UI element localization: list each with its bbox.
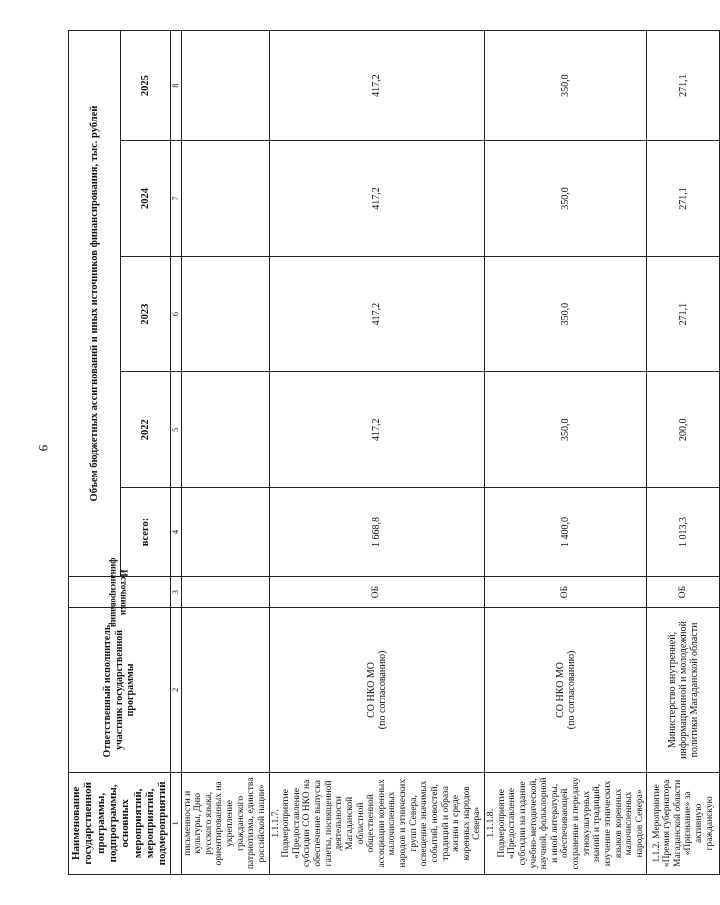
column-number: 3 bbox=[170, 577, 181, 608]
header-responsible: Ответственный исполнитель, участник государственной программы bbox=[69, 608, 171, 773]
row-2022: 417,2 bbox=[269, 372, 485, 488]
header-total: всего: bbox=[121, 488, 170, 577]
responsible-org: СО НКО МО bbox=[554, 661, 566, 718]
table-row bbox=[269, 31, 485, 875]
header-year-2022: 2022 bbox=[121, 372, 170, 488]
row-source: ОБ bbox=[485, 577, 647, 608]
row-source: ОБ bbox=[647, 577, 720, 608]
row-name: письменности и культуры, Дню русского языка, ориентированных на укрепление гражданского патриотизма, единства российской нации» bbox=[181, 772, 269, 874]
row-responsible bbox=[647, 608, 720, 773]
row-total: 1 013,3 bbox=[647, 488, 720, 577]
column-numbers-row bbox=[170, 31, 181, 875]
financing-table bbox=[68, 30, 720, 875]
header-year-2025: 2025 bbox=[121, 31, 170, 141]
row-2024: 417,2 bbox=[269, 141, 485, 257]
row-total: 1 668,8 bbox=[269, 488, 485, 577]
header-source-cell bbox=[69, 557, 171, 627]
row-name: 1.1.1.8. Подмероприятие «Предоставление субсидии на издание учебно-методической, научной, фольклорной и иной литературы, обеспечивающей сохранение и передачу этнокультурных знаний и традиций, изучение этнических языков коренных малочисленных народов Севера» bbox=[485, 772, 647, 874]
row-2025 bbox=[181, 31, 269, 141]
row-2024 bbox=[181, 141, 269, 257]
column-number: 1 bbox=[170, 772, 181, 874]
row-responsible bbox=[181, 608, 269, 773]
row-total bbox=[181, 488, 269, 577]
row-2025: 271,1 bbox=[647, 31, 720, 141]
row-responsible bbox=[485, 608, 647, 773]
row-2025: 350,0 bbox=[485, 31, 647, 141]
header-name: Наименование государственной программы, подпрограммы, основных мероприятий, мероприятий, подмероприятий bbox=[69, 772, 171, 874]
responsible-org: Министерство внутренней, информационной и молодежной политики Магаданской области bbox=[666, 620, 700, 759]
header-volume: Объем бюджетных ассигнований и иных источников финансирования, тыс. рублей bbox=[69, 31, 121, 577]
row-responsible bbox=[269, 608, 485, 773]
row-2023: 271,1 bbox=[647, 256, 720, 372]
column-number: 4 bbox=[170, 488, 181, 577]
column-number: 6 bbox=[170, 256, 181, 372]
page-number: 6 bbox=[35, 444, 51, 452]
row-2023: 417,2 bbox=[269, 256, 485, 372]
column-number: 7 bbox=[170, 141, 181, 257]
row-2024: 350,0 bbox=[485, 141, 647, 257]
row-2023 bbox=[181, 256, 269, 372]
table-row bbox=[181, 31, 269, 875]
table-row bbox=[647, 31, 720, 875]
column-number: 8 bbox=[170, 31, 181, 141]
row-2025: 417,2 bbox=[269, 31, 485, 141]
header-year-2024: 2024 bbox=[121, 141, 170, 257]
rotated-table-container bbox=[68, 30, 715, 875]
row-total: 1 400,0 bbox=[485, 488, 647, 577]
row-source bbox=[181, 577, 269, 608]
responsible-note: (по согласованию) bbox=[376, 650, 388, 730]
header-year-2023: 2023 bbox=[121, 256, 170, 372]
row-2023: 350,0 bbox=[485, 256, 647, 372]
row-2024: 271,1 bbox=[647, 141, 720, 257]
header-source: Источники финансирования bbox=[109, 557, 130, 627]
column-number: 2 bbox=[170, 608, 181, 773]
responsible-note: (по согласованию) bbox=[565, 650, 577, 730]
responsible-org: СО НКО МО bbox=[365, 661, 377, 718]
row-2022: 350,0 bbox=[485, 372, 647, 488]
row-2022: 200,0 bbox=[647, 372, 720, 488]
row-source: ОБ bbox=[269, 577, 485, 608]
row-name: 1.1.2. Мероприятие «Премия губернатора Магаданской области «Признание» за активную гражданскую bbox=[647, 772, 720, 874]
row-name: 1.1.1.7. Подмероприятие «Предоставление субсидии СО НКО на обеспечение выпуска газеты, посвященной деятельности Магаданской областной общественной ассоциации коренных малочисленных народов и этнических групп Севера, освещение значимых событий, новостей, традиций и образа жизни в среде коренных народов Севера» bbox=[269, 772, 485, 874]
table-row bbox=[485, 31, 647, 875]
column-number: 5 bbox=[170, 372, 181, 488]
row-2022 bbox=[181, 372, 269, 488]
